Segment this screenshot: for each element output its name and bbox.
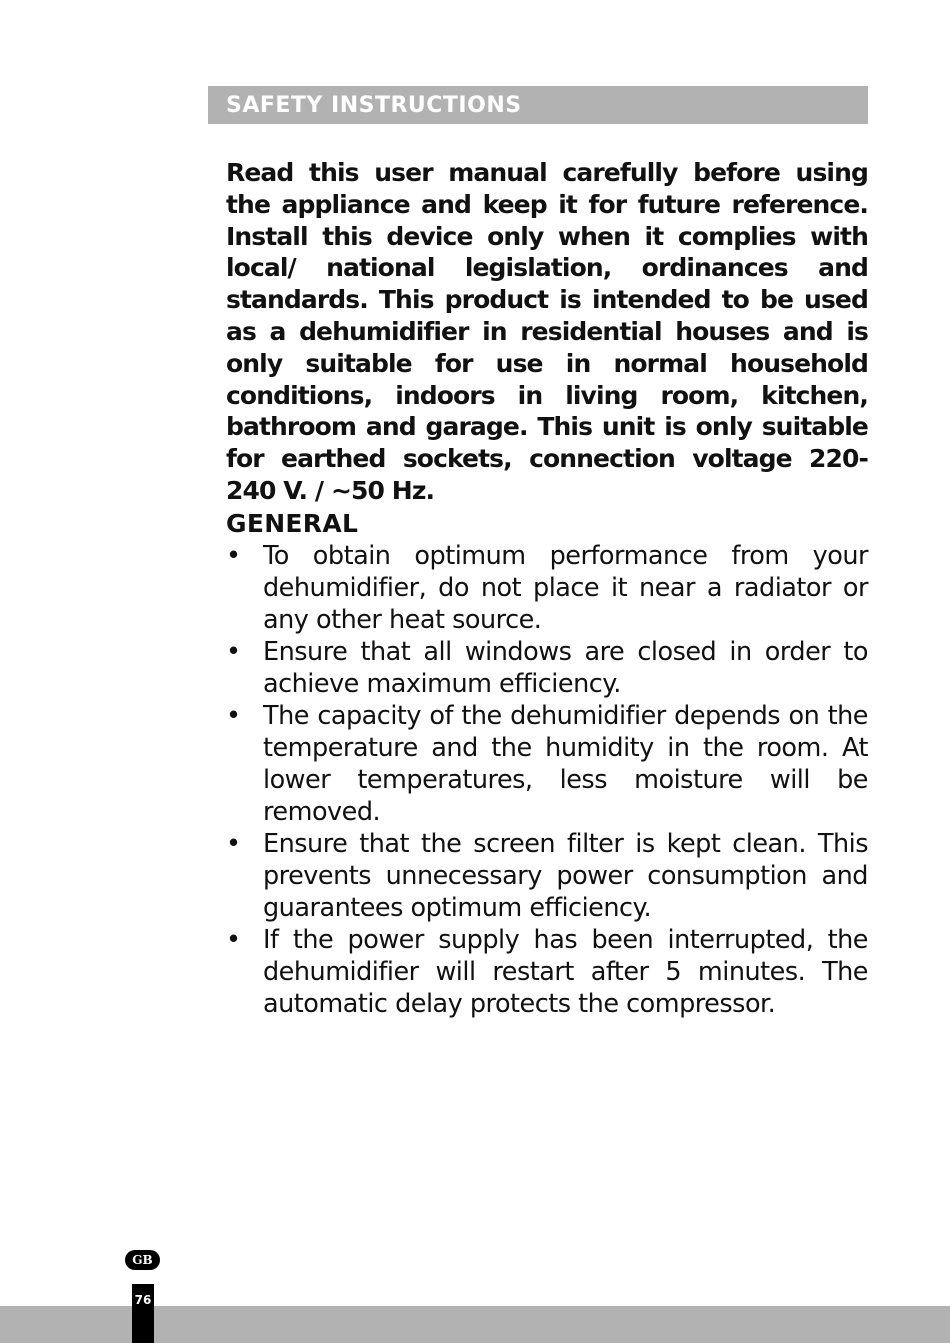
bullet-icon: •	[226, 925, 241, 955]
list-item	[226, 700, 868, 828]
bullet-icon: •	[226, 541, 241, 571]
intro-paragraph: Read this user manual carefully before using the appliance and keep it for future reference. Install this device only when it complies with local/ national legislation, ordinances and standards. This product is intended to be used as a dehumidifier in residential houses and is only suitable for use in normal household conditions, indoors in living room, kitchen, bathroom and garage. This unit is only suitable for earthed sockets, connection voltage 220-240 V. / ~50 Hz.	[226, 158, 868, 505]
bullet-icon: •	[226, 829, 241, 859]
bullet-icon: •	[226, 701, 241, 731]
list-item-text: If the power supply has been interrupted, the dehumidifier will restart after 5 minutes. The automatic delay protects the compressor.	[263, 925, 868, 1019]
list-item-text: To obtain optimum performance from your dehumidifier, do not place it near a radiator or any other heat source.	[263, 541, 868, 635]
list-item	[226, 924, 868, 1020]
bullet-icon: •	[226, 637, 241, 667]
list-item-text: The capacity of the dehumidifier depends on the temperature and the humidity in the room. At lower temperatures, less moisture will be removed.	[263, 701, 868, 827]
list-item-text: Ensure that the screen filter is kept clean. This prevents unnecessary power consumption and guarantees optimum efficiency.	[263, 829, 868, 923]
language-badge: GB	[125, 1250, 160, 1270]
general-bullet-list	[226, 540, 868, 1020]
list-item	[226, 540, 868, 636]
section-header-bar	[208, 86, 868, 124]
page-number-tab	[132, 1284, 154, 1343]
general-heading: GENERAL	[226, 509, 359, 538]
page-number: 76	[134, 1293, 152, 1307]
list-item-text: Ensure that all windows are closed in order to achieve maximum efficiency.	[263, 637, 868, 699]
list-item	[226, 636, 868, 700]
section-title: SAFETY INSTRUCTIONS	[226, 92, 522, 118]
list-item	[226, 828, 868, 924]
